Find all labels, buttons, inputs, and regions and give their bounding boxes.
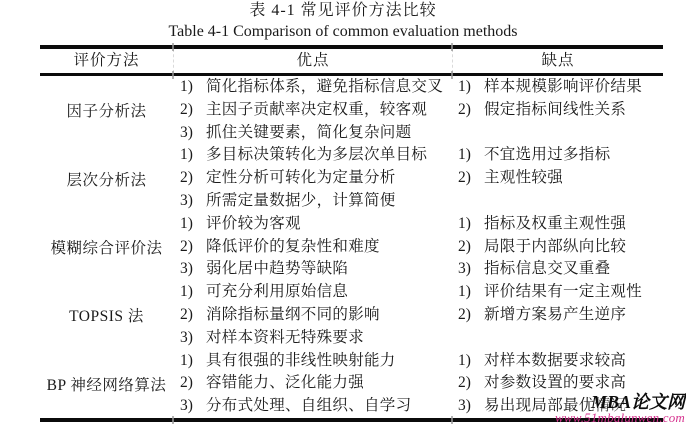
list-item bbox=[458, 76, 663, 99]
item-text: 消除指标量纲不同的影响 bbox=[206, 305, 380, 323]
item-text: 主观性较强 bbox=[484, 169, 564, 187]
disadvantages-cell bbox=[452, 213, 663, 281]
item-number: 1) bbox=[458, 78, 471, 95]
list-item bbox=[458, 236, 663, 259]
item-text: 局限于内部纵向比较 bbox=[484, 237, 627, 255]
item-number: 2) bbox=[180, 100, 193, 118]
header-advantages-column: 优点 bbox=[173, 49, 452, 73]
watermark-logo: MBA论文网 bbox=[590, 392, 685, 412]
item-text: 对样本资料无特殊要求 bbox=[206, 328, 365, 346]
column-separator-tick bbox=[451, 416, 453, 424]
disadvantages-cell bbox=[452, 76, 663, 144]
item-number: 1) bbox=[180, 146, 193, 164]
item-number: 2) bbox=[180, 374, 193, 392]
disadvantages-cell bbox=[452, 281, 663, 349]
item-number: 2) bbox=[180, 305, 193, 323]
item-text: 可充分利用原始信息 bbox=[206, 283, 349, 301]
advantages-cell bbox=[173, 76, 452, 144]
item-text: 弱化居中趋势等缺陷 bbox=[206, 260, 349, 278]
list-item bbox=[458, 213, 663, 236]
item-number: 3) bbox=[180, 191, 193, 209]
item-text: 对参数设置的要求高 bbox=[484, 374, 627, 392]
item-number: 2) bbox=[458, 169, 471, 187]
method-name: BP 神经网络算法 bbox=[46, 376, 167, 394]
item-text: 简化指标体系，避免指标信息交叉 bbox=[206, 78, 444, 95]
item-number: 1) bbox=[458, 214, 471, 232]
item-text: 定性分析可转化为定量分析 bbox=[206, 169, 396, 187]
list-item bbox=[458, 167, 663, 190]
item-number: 3) bbox=[458, 260, 471, 278]
item-number: 3) bbox=[458, 397, 471, 415]
item-text: 假定指标间线性关系 bbox=[484, 100, 627, 118]
list-item bbox=[180, 350, 452, 373]
item-text: 对样本数据要求较高 bbox=[484, 351, 627, 369]
item-number: 2) bbox=[458, 374, 471, 392]
comparison-table bbox=[40, 45, 663, 422]
item-text: 主因子贡献率决定权重，较客观 bbox=[206, 100, 428, 118]
item-text: 分布式处理、自组织、自学习 bbox=[206, 397, 412, 415]
item-text: 容错能力、泛化能力强 bbox=[206, 374, 365, 392]
table-row bbox=[40, 350, 663, 418]
list-item bbox=[180, 122, 452, 145]
list-item bbox=[458, 144, 663, 167]
item-text: 所需定量数据少，计算简便 bbox=[206, 191, 396, 209]
list-item bbox=[180, 144, 452, 167]
list-item bbox=[458, 99, 663, 122]
list-item bbox=[458, 281, 663, 304]
table-row bbox=[40, 281, 663, 349]
item-text: 指标及权重主观性强 bbox=[484, 214, 627, 232]
list-item bbox=[180, 372, 452, 395]
method-name: 层次分析法 bbox=[66, 171, 147, 189]
watermark-url: www.51mbalunwen.com bbox=[555, 410, 685, 425]
item-number: 2) bbox=[458, 237, 471, 255]
item-text: 评价结果有一定主观性 bbox=[484, 283, 643, 301]
table-caption-en: Table 4-1 Comparison of common evaluation methods bbox=[168, 23, 518, 40]
table-header-row bbox=[40, 49, 663, 73]
item-number: 2) bbox=[180, 237, 193, 255]
list-item bbox=[458, 350, 663, 373]
item-text: 易出现局部最优情况 bbox=[484, 397, 627, 415]
item-number: 3) bbox=[180, 123, 193, 141]
list-item bbox=[180, 167, 452, 190]
list-item bbox=[180, 395, 452, 418]
item-number: 1) bbox=[180, 351, 193, 369]
list-item bbox=[180, 190, 452, 213]
table-caption-zh: 表 4-1 常见评价方法比较 bbox=[249, 2, 437, 19]
item-number: 1) bbox=[180, 214, 193, 232]
item-number: 3) bbox=[180, 397, 193, 415]
list-item bbox=[180, 327, 452, 350]
list-item bbox=[180, 258, 452, 281]
item-number: 1) bbox=[458, 351, 471, 369]
advantages-cell bbox=[173, 213, 452, 281]
list-item bbox=[180, 213, 452, 236]
item-number: 1) bbox=[458, 146, 471, 164]
table-row bbox=[40, 144, 663, 212]
disadvantages-cell bbox=[452, 144, 663, 212]
table-row bbox=[40, 213, 663, 281]
method-name: 因子分析法 bbox=[66, 103, 147, 121]
item-number: 1) bbox=[180, 78, 193, 95]
item-number: 1) bbox=[180, 283, 193, 301]
advantages-cell bbox=[173, 144, 452, 212]
item-text: 多目标决策转化为多层次单目标 bbox=[206, 146, 428, 164]
table-body bbox=[40, 76, 663, 418]
item-number: 2) bbox=[180, 169, 193, 187]
advantages-cell bbox=[173, 281, 452, 349]
item-text: 样本规模影响评价结果 bbox=[484, 78, 643, 95]
advantages-cell bbox=[173, 350, 452, 418]
item-text: 具有很强的非线性映射能力 bbox=[206, 351, 396, 369]
list-item bbox=[458, 304, 663, 327]
item-text: 新增方案易产生逆序 bbox=[484, 305, 627, 323]
list-item bbox=[180, 236, 452, 259]
header-disadvantages-column: 缺点 bbox=[452, 49, 663, 73]
column-separator-tick bbox=[172, 416, 174, 424]
list-item bbox=[180, 304, 452, 327]
item-number: 1) bbox=[458, 283, 471, 301]
item-text: 评价较为客观 bbox=[206, 214, 301, 232]
item-text: 降低评价的复杂性和难度 bbox=[206, 237, 380, 255]
list-item bbox=[180, 76, 452, 99]
item-text: 指标信息交叉重叠 bbox=[484, 260, 611, 278]
item-number: 3) bbox=[180, 260, 193, 278]
header-method-column: 评价方法 bbox=[73, 51, 140, 69]
list-item bbox=[458, 258, 663, 281]
table-row bbox=[40, 76, 663, 144]
list-item bbox=[180, 281, 452, 304]
item-number: 2) bbox=[458, 305, 471, 323]
item-number: 3) bbox=[180, 328, 193, 346]
list-item bbox=[180, 99, 452, 122]
method-name: 模糊综合评价法 bbox=[50, 239, 163, 257]
item-text: 抓住关键要素，简化复杂问题 bbox=[206, 123, 412, 141]
item-number: 2) bbox=[458, 100, 471, 118]
method-name: TOPSIS 法 bbox=[69, 308, 144, 326]
item-text: 不宜选用过多指标 bbox=[484, 146, 611, 164]
